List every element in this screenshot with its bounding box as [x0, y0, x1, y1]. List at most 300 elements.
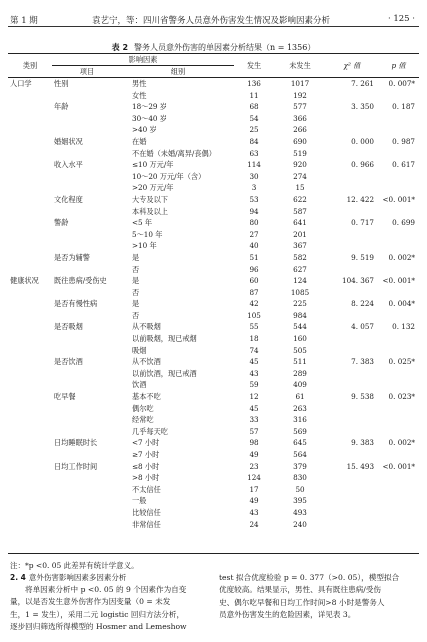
table-row: [8, 449, 419, 461]
item-cell: [52, 310, 122, 322]
item-cell: 警龄: [54, 218, 69, 228]
item-cell: 婚姻状况: [54, 136, 83, 146]
paragraph-line: 史、偶尔吃早餐和日均工作时间>8 小时是警务人: [219, 597, 385, 607]
item-cell: 文化程度: [54, 194, 83, 204]
header-group: 组别: [170, 67, 186, 76]
group-cell: 以前饮酒，现已戒酒: [132, 368, 197, 378]
category-cell: [8, 252, 52, 264]
occurred-cell: 45: [249, 357, 259, 367]
occurred-cell: 53: [249, 194, 259, 204]
paragraph-line: test 拟合优度检验 p = 0. 377（>0. 05），模型拟合: [219, 573, 400, 582]
not-occurred-cell: 493: [293, 507, 307, 517]
p-value-cell: [378, 495, 419, 507]
not-occurred-cell: 192: [293, 90, 307, 100]
table-row: [8, 171, 419, 183]
chi-square-cell: [326, 414, 378, 426]
not-occurred-cell: 274: [293, 171, 307, 181]
occurred-cell: 55: [249, 322, 259, 332]
item-cell: 吃早餐: [54, 392, 76, 402]
category-cell: [8, 321, 52, 333]
group-cell: 是: [132, 252, 140, 262]
occurred-cell: 3: [251, 183, 257, 193]
chi-square-cell: [326, 449, 378, 461]
section-heading: [10, 572, 126, 583]
group-cell: 一般: [132, 496, 147, 506]
group-cell: 是: [132, 276, 140, 286]
category-cell: [8, 449, 52, 461]
running-header: [0, 0, 427, 28]
occurred-cell: 43: [249, 507, 259, 517]
occurred-cell: 84: [249, 136, 259, 146]
occurred-cell: 94: [249, 206, 259, 216]
occurred-cell: 24: [249, 519, 259, 529]
p-value-cell: [378, 264, 419, 276]
table-row: [8, 333, 419, 345]
category-cell: [8, 287, 52, 299]
not-occurred-cell: 395: [293, 496, 307, 506]
item-cell: 年龄: [54, 102, 69, 112]
not-occurred-cell: 505: [293, 345, 307, 355]
not-occurred-cell: 830: [293, 473, 307, 483]
occurred-cell: 23: [249, 461, 259, 471]
p-value-cell: 0. 025*: [388, 357, 416, 367]
table-row: [8, 229, 419, 241]
not-occurred-cell: 409: [293, 380, 307, 390]
category-cell: [8, 171, 52, 183]
p-value-cell: [378, 90, 419, 102]
table-note: 注：*p <0. 05 此差异有统计学意义。: [10, 561, 139, 570]
page-number: · 125 ·: [387, 14, 415, 24]
p-value-cell: [378, 426, 419, 438]
item-cell: [52, 148, 122, 160]
header-occurred: 发生: [246, 61, 262, 70]
occurred-cell: 124: [247, 473, 261, 483]
p-value-cell: <0. 001*: [382, 276, 416, 286]
category-cell: [8, 333, 52, 345]
occurred-cell: 11: [249, 90, 259, 100]
group-cell: 30～40 岁: [132, 113, 167, 123]
table-row: [8, 148, 419, 160]
category-cell: [8, 124, 52, 136]
item-cell: 是否饮酒: [54, 357, 83, 367]
item-cell: [52, 182, 122, 194]
item-cell: [52, 368, 122, 380]
item-cell: 是否为辅警: [54, 252, 90, 262]
table-row: [8, 495, 419, 507]
occurred-cell: 51: [249, 252, 259, 262]
table-row: [8, 437, 419, 449]
chi-square-cell: [326, 472, 378, 484]
not-occurred-cell: 569: [293, 426, 307, 436]
category-cell: [8, 472, 52, 484]
occurred-cell: 49: [249, 496, 259, 506]
item-cell: [52, 264, 122, 276]
category-cell: [8, 391, 52, 403]
p-value-cell: [378, 113, 419, 125]
p-value-cell: [378, 171, 419, 183]
chi-square-cell: 4. 057: [351, 322, 375, 332]
occurred-cell: 18: [249, 334, 259, 344]
table-row: [8, 124, 419, 136]
occurred-cell: 54: [249, 113, 259, 123]
chi-square-cell: [326, 171, 378, 183]
p-value-cell: [378, 310, 419, 322]
occurred-cell: 68: [249, 102, 259, 112]
item-cell: [52, 403, 122, 415]
p-value-cell: [378, 182, 419, 194]
table-row: [8, 182, 419, 194]
not-occurred-cell: 627: [293, 264, 307, 274]
chi-square-cell: [326, 240, 378, 252]
not-occurred-cell: 124: [293, 276, 307, 286]
table-row: [8, 414, 419, 426]
category-cell: [8, 229, 52, 241]
table-row: [8, 403, 419, 415]
not-occurred-cell: 984: [293, 310, 307, 320]
chi-square-cell: 9. 383: [351, 438, 375, 448]
category-cell: [8, 113, 52, 125]
paragraph-line: 优度较高。结果显示，男性、具有既往患病/受伤: [219, 585, 382, 595]
group-cell: 经常吃: [132, 415, 154, 425]
chi-square-cell: [326, 379, 378, 391]
chi-square-cell: 7. 383: [351, 357, 375, 367]
item-cell: [52, 240, 122, 252]
chi-square-cell: [326, 264, 378, 276]
not-occurred-cell: 263: [293, 403, 307, 413]
header-item: 项目: [79, 67, 95, 76]
table-header-row-1: [8, 54, 419, 66]
not-occurred-cell: 201: [293, 229, 307, 239]
table-row: [8, 345, 419, 357]
item-cell: [52, 90, 122, 102]
category-cell: [8, 437, 52, 449]
chi-square-cell: [326, 345, 378, 357]
category-cell: [8, 264, 52, 276]
table-row: [8, 287, 419, 299]
item-cell: [52, 171, 122, 183]
chi-square-cell: [326, 113, 378, 125]
p-value-cell: [378, 414, 419, 426]
group-cell: <5 年: [132, 218, 153, 228]
occurred-cell: 105: [247, 310, 261, 320]
not-occurred-cell: 582: [293, 252, 307, 262]
category-cell: [8, 310, 52, 322]
item-cell: [52, 426, 122, 438]
chi-square-cell: 12. 422: [346, 194, 375, 204]
chi-square-cell: [326, 287, 378, 299]
chi-square-cell: [326, 229, 378, 241]
group-cell: 本科及以上: [132, 206, 168, 216]
chi-square-cell: 0. 000: [351, 136, 375, 146]
table-row: [8, 298, 419, 310]
occurred-cell: 59: [249, 380, 259, 390]
category-cell: [8, 356, 52, 368]
chi-square-cell: [326, 368, 378, 380]
chi-square-cell: [326, 124, 378, 136]
table-number: 表 2: [111, 43, 129, 52]
not-occurred-cell: 564: [293, 450, 307, 459]
not-occurred-cell: 1085: [290, 287, 310, 297]
item-cell: 日均睡眠时长: [54, 438, 98, 448]
p-value-cell: 0. 132: [392, 322, 416, 332]
group-cell: >10 年: [132, 241, 157, 251]
chi-square-cell: [326, 426, 378, 438]
item-cell: 既往患病/受伤史: [54, 276, 107, 286]
table-row: [8, 159, 419, 171]
p-value-cell: <0. 001*: [382, 461, 416, 471]
paragraph-right: [219, 572, 419, 621]
not-occurred-cell: 266: [293, 125, 307, 135]
group-cell: <7 小时: [132, 438, 160, 448]
not-occurred-cell: 379: [293, 461, 307, 471]
table-row: [8, 90, 419, 102]
p-value-cell: 0. 002*: [388, 438, 416, 448]
item-cell: [52, 113, 122, 125]
occurred-cell: 49: [249, 450, 259, 459]
item-cell: [52, 206, 122, 218]
chi-square-cell: [326, 90, 378, 102]
not-occurred-cell: 289: [293, 368, 307, 378]
p-value-cell: 0. 004*: [388, 299, 416, 309]
not-occurred-cell: 690: [293, 136, 307, 146]
group-cell: 否: [132, 310, 140, 320]
table-caption: [0, 42, 427, 53]
item-cell: [52, 507, 122, 519]
not-occurred-cell: 50: [295, 484, 305, 494]
group-cell: 大专及以下: [132, 194, 168, 204]
group-cell: ≤8 小时: [132, 461, 160, 471]
occurred-cell: 63: [249, 148, 259, 158]
table-row: [8, 275, 419, 287]
table-row: [8, 78, 419, 90]
item-cell: [52, 519, 122, 531]
table-row: [8, 136, 419, 148]
item-cell: [52, 333, 122, 345]
univariate-table: [8, 53, 419, 530]
item-cell: [52, 484, 122, 496]
group-cell: 否: [132, 287, 140, 297]
category-cell: [8, 403, 52, 415]
chi-square-cell: 9. 538: [351, 392, 375, 402]
category-cell: [8, 519, 52, 531]
p-value-cell: 0. 187: [392, 102, 416, 112]
table-row: [8, 507, 419, 519]
group-cell: 女性: [132, 90, 147, 100]
group-cell: ≥7 小时: [132, 450, 160, 459]
chi-square-cell: [326, 519, 378, 531]
p-value-cell: [378, 472, 419, 484]
header-chi-square: χ² 值: [343, 61, 361, 70]
not-occurred-cell: 641: [293, 218, 307, 228]
p-value-cell: [378, 507, 419, 519]
p-value-cell: 0. 987: [392, 136, 416, 146]
not-occurred-cell: 15: [295, 183, 305, 193]
occurred-cell: 17: [249, 484, 259, 494]
table-body: [8, 78, 419, 531]
group-cell: 偶尔吃: [132, 403, 154, 413]
item-cell: [52, 379, 122, 391]
p-value-cell: [378, 449, 419, 461]
group-cell: 吸烟: [132, 345, 147, 355]
p-value-cell: [378, 345, 419, 357]
paragraph-line: 将单因素分析中 p <0. 05 的 9 个因素作为自变: [25, 585, 187, 594]
group-cell: 从不饮酒: [132, 357, 161, 367]
occurred-cell: 25: [249, 125, 259, 135]
chi-square-cell: [326, 148, 378, 160]
category-cell: [8, 379, 52, 391]
table-row: [8, 101, 419, 113]
p-value-cell: 0. 699: [392, 218, 416, 228]
group-cell: >40 岁: [132, 125, 157, 135]
p-value-cell: [378, 333, 419, 345]
group-cell: >20 万元/年: [132, 183, 174, 193]
table-row: [8, 113, 419, 125]
p-value-cell: [378, 124, 419, 136]
paragraph-line: 员意外伤害发生的危险因素，详见表 3。: [219, 609, 356, 619]
chi-square-cell: [326, 484, 378, 496]
occurred-cell: 45: [249, 403, 259, 413]
occurred-cell: 27: [249, 229, 259, 239]
not-occurred-cell: 577: [293, 102, 307, 112]
not-occurred-cell: 316: [293, 415, 307, 425]
not-occurred-cell: 645: [293, 438, 307, 448]
not-occurred-cell: 544: [293, 322, 307, 332]
item-cell: 是否有慢性病: [54, 299, 98, 309]
category-cell: [8, 101, 52, 113]
item-cell: [52, 287, 122, 299]
occurred-cell: 43: [249, 368, 259, 378]
table-row: [8, 391, 419, 403]
p-value-cell: 0. 617: [392, 160, 416, 170]
table-row: [8, 240, 419, 252]
category-cell: [8, 206, 52, 218]
section-title: 意外伤害影响因素多因素分析: [28, 573, 127, 582]
item-cell: [52, 472, 122, 484]
occurred-cell: 40: [249, 241, 259, 251]
item-cell: 性别: [54, 79, 69, 88]
category-cell: 健康状况: [10, 276, 39, 286]
section-number: 2. 4: [10, 573, 26, 582]
category-cell: [8, 426, 52, 438]
table-bottom-rule: [8, 553, 419, 554]
p-value-cell: [378, 287, 419, 299]
group-cell: 饮酒: [132, 380, 147, 390]
not-occurred-cell: 920: [293, 160, 307, 170]
group-cell: 10～20 万元/年（含）: [132, 171, 206, 181]
chi-square-cell: 0. 717: [351, 218, 375, 228]
group-cell: 在婚: [132, 136, 147, 146]
p-value-cell: [378, 519, 419, 531]
category-cell: [8, 182, 52, 194]
not-occurred-cell: 367: [293, 241, 307, 251]
not-occurred-cell: 160: [293, 334, 307, 344]
occurred-cell: 98: [249, 438, 259, 448]
paragraph-line: 量，以是否发生意外伤害作为因变量（0 = 未发: [10, 597, 171, 607]
table-row: [8, 484, 419, 496]
not-occurred-cell: 61: [295, 392, 305, 402]
p-value-cell: [378, 484, 419, 496]
item-cell: [52, 124, 122, 136]
occurred-cell: 74: [249, 345, 259, 355]
table-row: [8, 379, 419, 391]
category-cell: 人口学: [10, 79, 32, 88]
p-value-cell: [378, 229, 419, 241]
chi-square-cell: [326, 182, 378, 194]
chi-square-cell: 3. 350: [351, 102, 375, 112]
category-cell: [8, 495, 52, 507]
item-cell: [52, 495, 122, 507]
chi-square-cell: [326, 206, 378, 218]
table-row: [8, 206, 419, 218]
category-cell: [8, 194, 52, 206]
group-cell: 几乎每天吃: [132, 426, 168, 436]
paragraph-line: 生，1 = 发生），采用二元 logistic 回归方法分析，: [10, 609, 185, 619]
category-cell: [8, 90, 52, 102]
item-cell: [52, 229, 122, 241]
header-p-value: p 值: [391, 61, 406, 70]
occurred-cell: 136: [247, 79, 261, 88]
category-cell: [8, 148, 52, 160]
table-row: [8, 264, 419, 276]
chi-square-cell: [326, 495, 378, 507]
not-occurred-cell: 587: [293, 206, 307, 216]
chi-square-cell: 15. 493: [346, 461, 375, 471]
occurred-cell: 96: [249, 264, 259, 274]
p-value-cell: [378, 368, 419, 380]
category-cell: [8, 240, 52, 252]
category-cell: [8, 414, 52, 426]
occurred-cell: 80: [249, 218, 259, 228]
not-occurred-cell: 1017: [290, 79, 310, 88]
category-cell: [8, 136, 52, 148]
table-title: 警务人员意外伤害的单因素分析结果（n = 1356）: [134, 43, 316, 52]
item-cell: [52, 449, 122, 461]
chi-square-cell: [326, 507, 378, 519]
item-cell: [52, 414, 122, 426]
table-row: [8, 368, 419, 380]
table-row: [8, 426, 419, 438]
occurred-cell: 30: [249, 171, 259, 181]
occurred-cell: 114: [247, 160, 261, 170]
occurred-cell: 57: [249, 426, 259, 436]
header-category: 类别: [22, 61, 38, 70]
chi-square-cell: 7. 261: [351, 79, 375, 88]
category-cell: [8, 345, 52, 357]
p-value-cell: [378, 240, 419, 252]
category-cell: [8, 368, 52, 380]
chi-square-cell: [326, 403, 378, 415]
table-row: [8, 252, 419, 264]
table-row: [8, 321, 419, 333]
p-value-cell: [378, 379, 419, 391]
table-row: [8, 472, 419, 484]
occurred-cell: 33: [249, 415, 259, 425]
paragraph-line: 逐步回归筛选所得模型的 Hosmer and Lemeshow: [10, 621, 187, 631]
p-value-cell: [378, 206, 419, 218]
group-cell: 不太信任: [132, 484, 161, 494]
group-cell: 男性: [132, 79, 147, 88]
group-cell: 是: [132, 299, 140, 309]
p-value-cell: 0. 023*: [388, 392, 416, 402]
header-factor: 影响因素: [52, 54, 234, 66]
category-cell: [8, 298, 52, 310]
p-value-cell: 0. 007*: [388, 79, 416, 88]
group-cell: 非常信任: [132, 519, 161, 529]
p-value-cell: <0. 001*: [382, 194, 416, 204]
group-cell: 基本不吃: [132, 392, 161, 402]
category-cell: [8, 507, 52, 519]
group-cell: 以前吸烟，现已戒烟: [132, 334, 197, 344]
